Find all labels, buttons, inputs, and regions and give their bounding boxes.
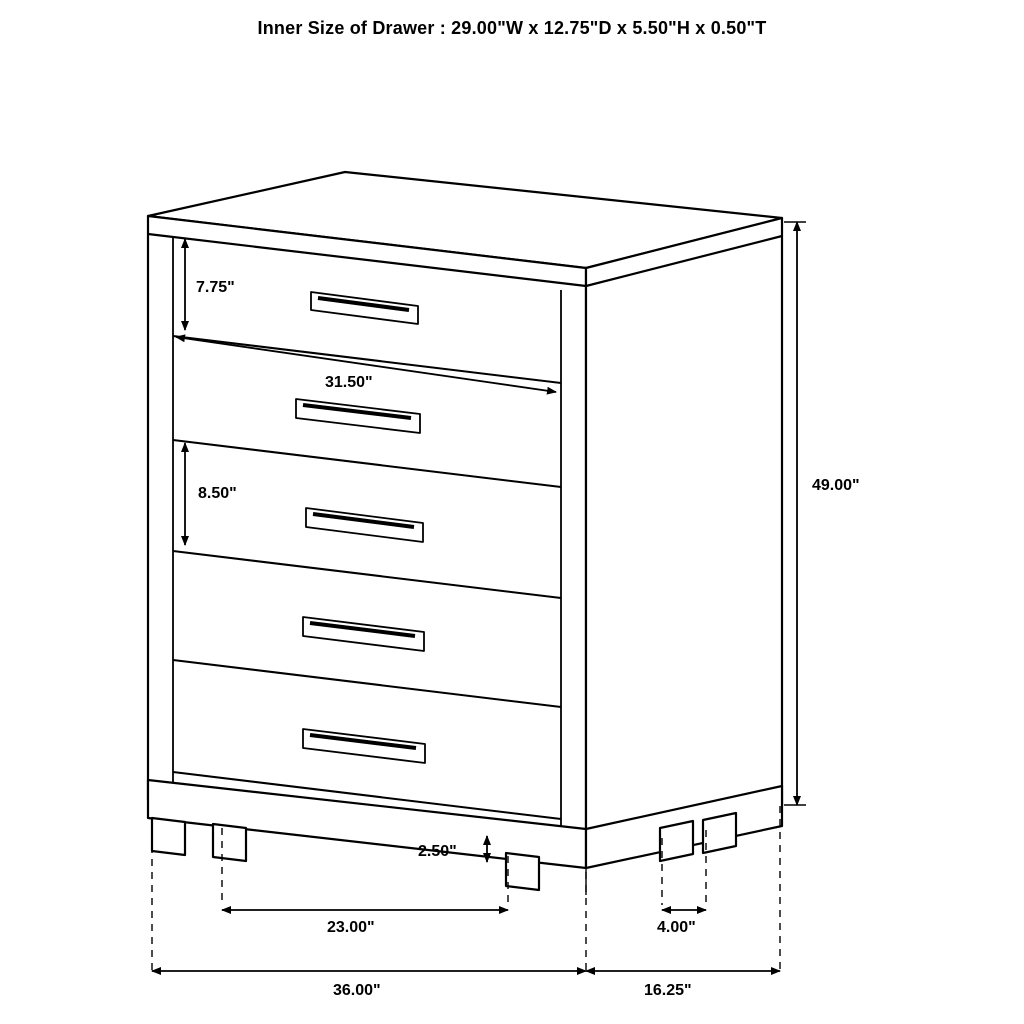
chest-body — [148, 172, 782, 848]
leg-front-right — [506, 853, 539, 890]
dim-label-overall-depth: 16.25" — [644, 982, 692, 999]
chest-side-face — [586, 218, 782, 848]
dim-label-overall-height: 49.00" — [812, 477, 860, 494]
dim-label-base-clearance: 2.50" — [418, 843, 457, 860]
dim-label-drawer-mid-height: 8.50" — [198, 485, 237, 502]
page-title: Inner Size of Drawer : 29.00"W x 12.75"D x 5.50"H x 0.50"T — [257, 18, 767, 38]
leg-front-left-inner — [213, 824, 246, 861]
leg-front-left — [152, 818, 185, 855]
dim-label-leg-width-side: 4.00" — [657, 919, 696, 936]
dim-label-drawer-top-height: 7.75" — [196, 279, 235, 296]
dim-label-leg-span-front: 23.00" — [327, 919, 375, 936]
dim-label-overall-width: 36.00" — [333, 982, 381, 999]
leg-side-front — [660, 821, 693, 861]
leg-side-back — [703, 813, 736, 853]
dim-label-front-width: 31.50" — [325, 374, 373, 391]
